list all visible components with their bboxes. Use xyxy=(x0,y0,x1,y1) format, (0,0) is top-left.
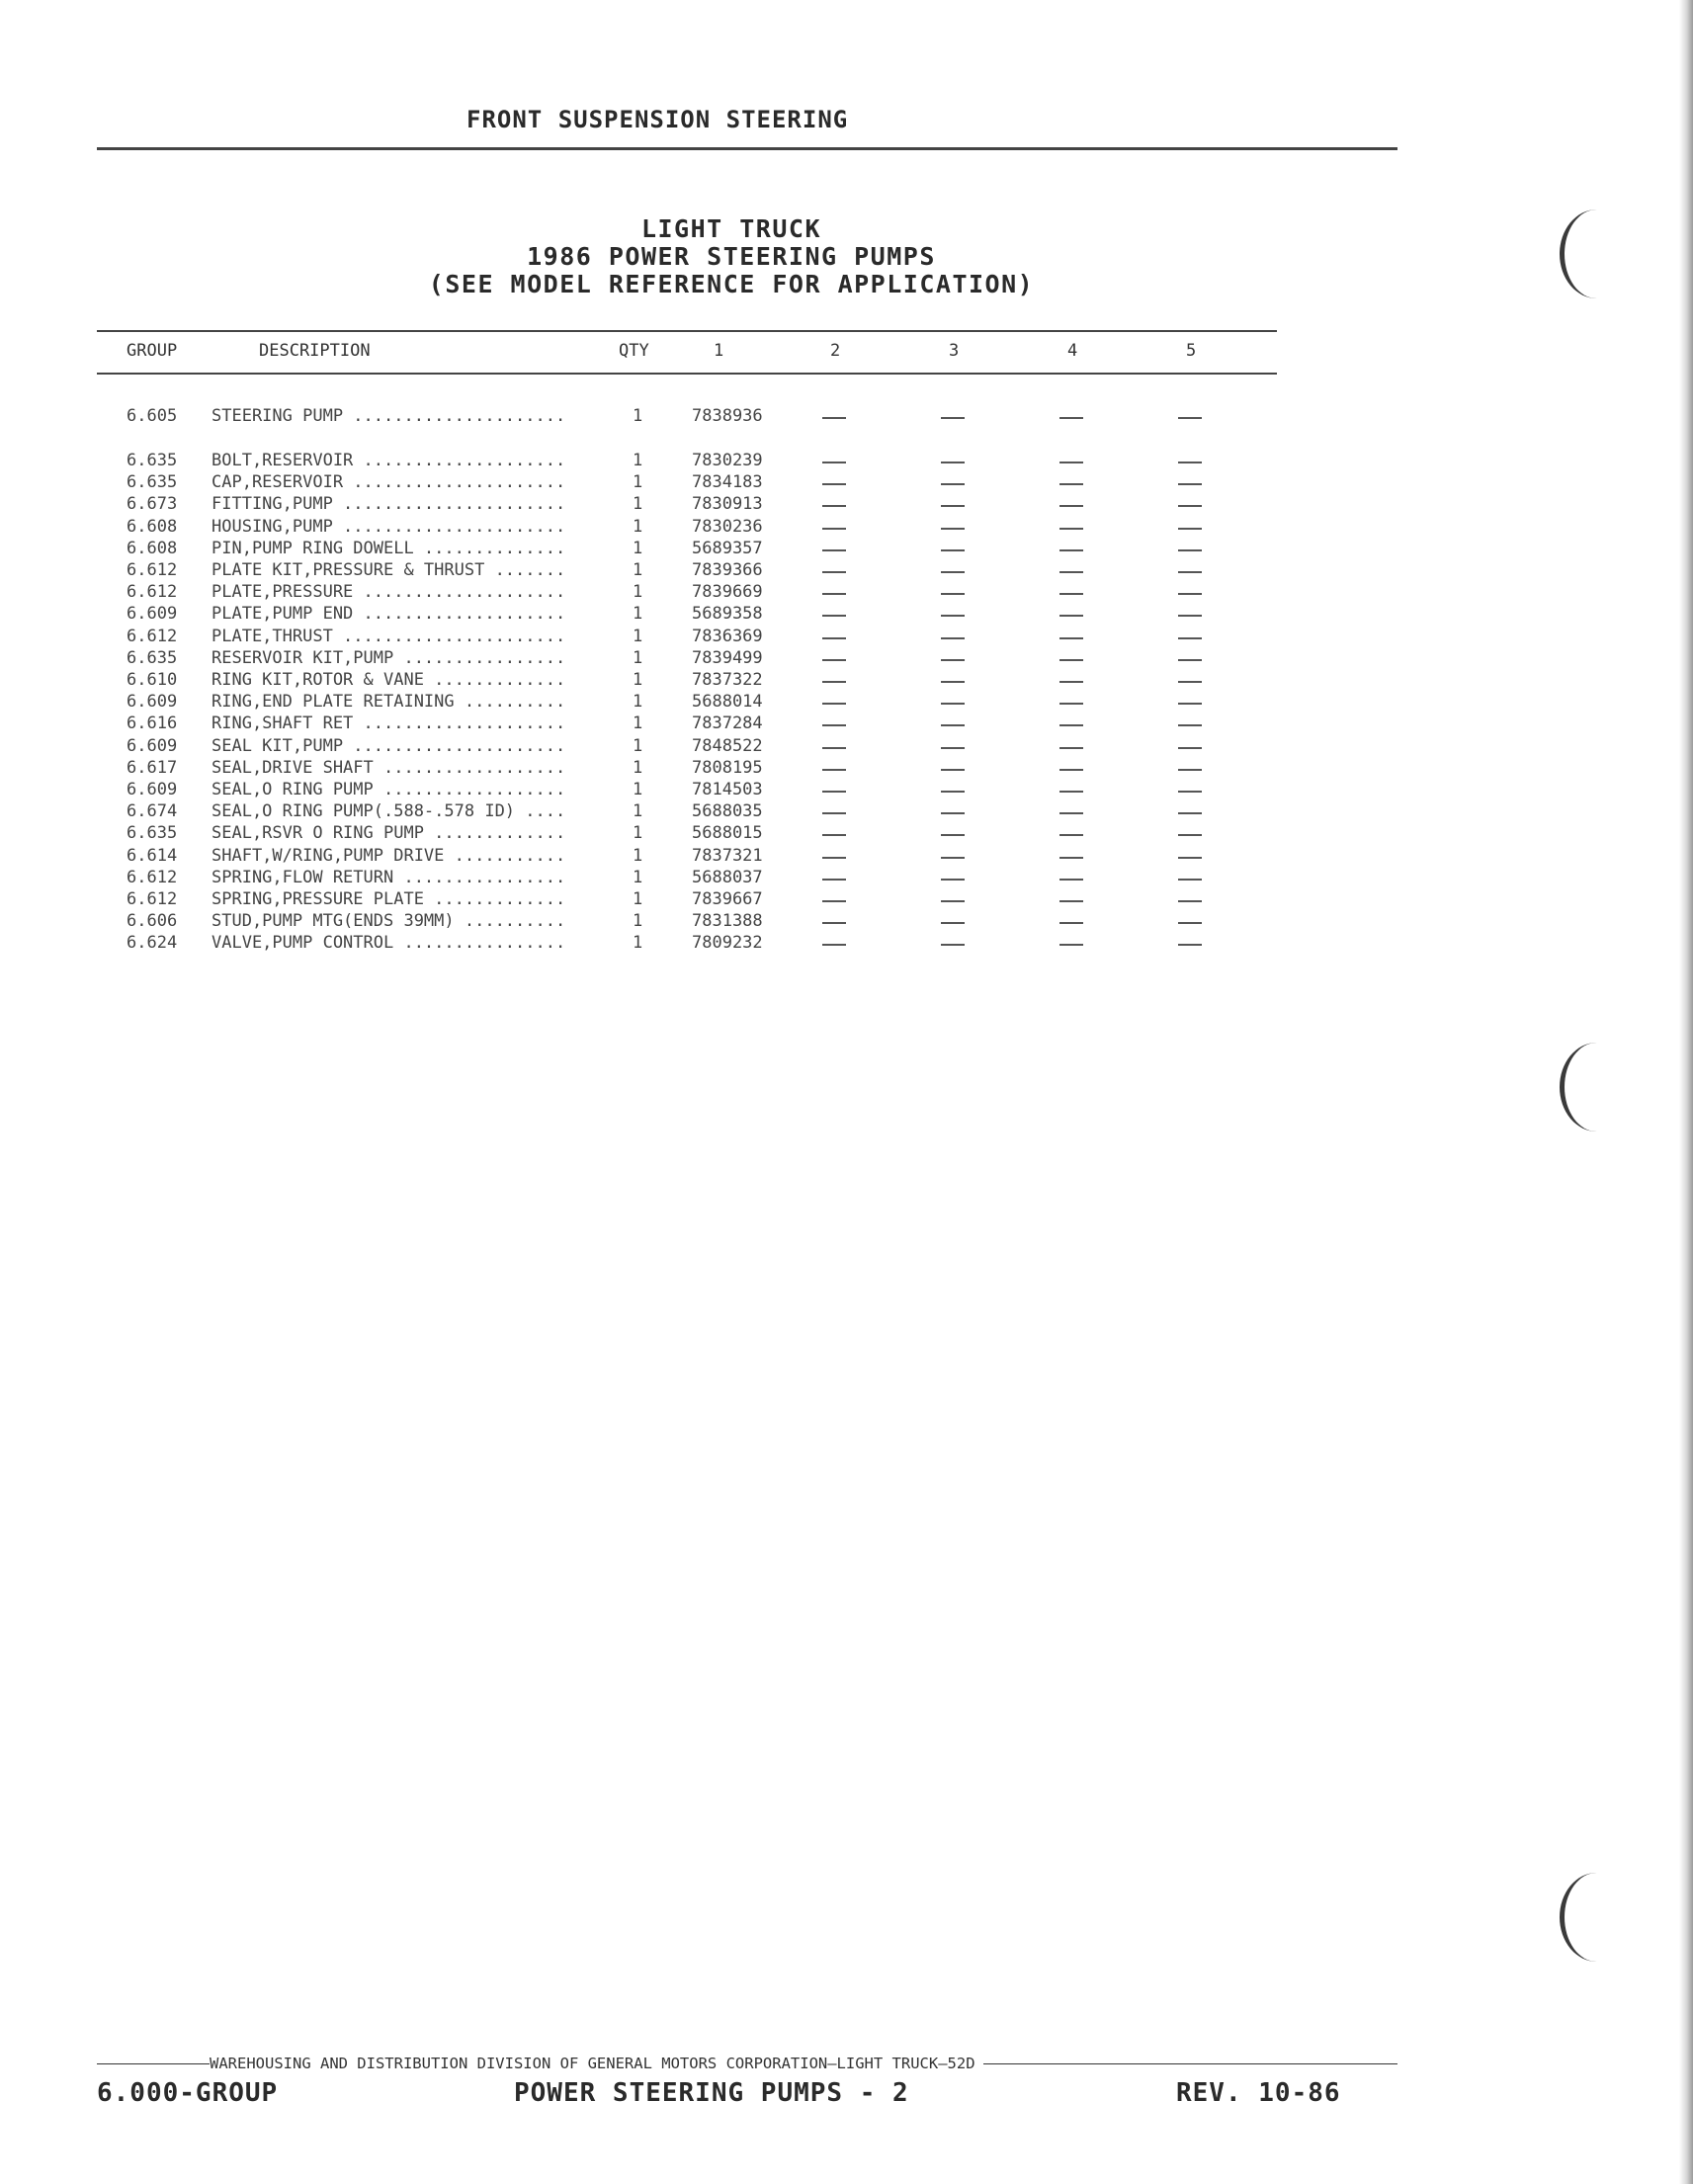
table-row xyxy=(0,867,1384,888)
table-row xyxy=(0,471,1384,493)
empty-column-dash-4 xyxy=(1059,900,1083,902)
table-row xyxy=(0,910,1384,932)
qty-cell: 1 xyxy=(633,867,643,887)
empty-column-dash-4 xyxy=(1059,549,1083,551)
empty-column-dash-5 xyxy=(1178,791,1202,793)
qty-cell: 1 xyxy=(633,604,643,625)
description-cell: PIN,PUMP RING DOWELL .............. xyxy=(212,538,566,558)
table-row xyxy=(0,822,1384,844)
description-cell: PLATE,THRUST ...................... xyxy=(212,626,566,646)
group-cell: 6.614 xyxy=(127,845,178,866)
empty-column-dash-4 xyxy=(1059,528,1083,530)
table-row xyxy=(0,647,1384,669)
empty-column-dash-5 xyxy=(1178,637,1202,639)
description-cell: RESERVOIR KIT,PUMP ................ xyxy=(212,647,566,668)
group-cell: 6.610 xyxy=(127,670,178,690)
table-row xyxy=(0,779,1384,800)
description-cell: RING,SHAFT RET .................... xyxy=(212,714,566,734)
empty-column-dash-5 xyxy=(1178,593,1202,595)
table-row xyxy=(0,669,1384,691)
table-row xyxy=(0,800,1384,822)
empty-column-dash-3 xyxy=(941,834,965,836)
qty-cell: 1 xyxy=(633,560,643,580)
group-cell: 6.612 xyxy=(127,582,178,603)
empty-column-dash-3 xyxy=(941,812,965,814)
empty-column-dash-2 xyxy=(822,944,846,946)
qty-cell: 1 xyxy=(633,801,643,822)
part-number-cell: 7838936 xyxy=(692,406,763,426)
table-row xyxy=(0,603,1384,625)
table-row xyxy=(0,626,1384,647)
table-row xyxy=(0,450,1384,471)
footer-revision: REV. 10-86 xyxy=(1176,2078,1341,2108)
qty-cell: 1 xyxy=(633,516,643,537)
header-rule xyxy=(97,147,1397,150)
empty-column-dash-5 xyxy=(1178,659,1202,661)
col-header-qty: QTY xyxy=(619,341,649,361)
qty-cell: 1 xyxy=(633,406,643,426)
empty-column-dash-3 xyxy=(941,900,965,902)
description-cell: FITTING,PUMP ...................... xyxy=(212,494,566,515)
table-row xyxy=(0,691,1384,713)
empty-column-dash-3 xyxy=(941,703,965,705)
empty-column-dash-4 xyxy=(1059,944,1083,946)
empty-column-dash-5 xyxy=(1178,505,1202,507)
group-cell: 6.617 xyxy=(127,757,178,778)
qty-cell: 1 xyxy=(633,626,643,646)
binder-hole-middle xyxy=(1560,1043,1634,1132)
part-number-cell: 7830236 xyxy=(692,516,763,537)
footer-group: 6.000-GROUP xyxy=(97,2078,279,2108)
empty-column-dash-4 xyxy=(1059,659,1083,661)
empty-column-dash-5 xyxy=(1178,681,1202,683)
empty-column-dash-5 xyxy=(1178,724,1202,726)
running-header: FRONT SUSPENSION STEERING xyxy=(466,106,849,133)
empty-column-dash-3 xyxy=(941,417,965,419)
group-cell: 6.609 xyxy=(127,604,178,625)
table-row xyxy=(0,493,1384,515)
empty-column-dash-5 xyxy=(1178,879,1202,881)
empty-column-dash-3 xyxy=(941,637,965,639)
part-number-cell: 7837322 xyxy=(692,670,763,690)
table-row xyxy=(0,581,1384,603)
footer-division-line xyxy=(97,2055,1397,2072)
table-row xyxy=(0,516,1384,538)
qty-cell: 1 xyxy=(633,845,643,866)
empty-column-dash-3 xyxy=(941,505,965,507)
empty-column-dash-2 xyxy=(822,857,846,859)
qty-cell: 1 xyxy=(633,538,643,558)
empty-column-dash-3 xyxy=(941,528,965,530)
empty-column-dash-3 xyxy=(941,769,965,771)
group-cell: 6.673 xyxy=(127,494,178,515)
empty-column-dash-5 xyxy=(1178,528,1202,530)
empty-column-dash-3 xyxy=(941,462,965,463)
empty-column-dash-4 xyxy=(1059,703,1083,705)
document-title-block xyxy=(0,215,1463,298)
qty-cell: 1 xyxy=(633,692,643,713)
footer-rule-left xyxy=(97,2063,210,2064)
empty-column-dash-2 xyxy=(822,681,846,683)
empty-column-dash-3 xyxy=(941,615,965,617)
description-cell: SPRING,PRESSURE PLATE ............. xyxy=(212,889,566,909)
table-row xyxy=(0,735,1384,757)
description-cell: PLATE,PUMP END .................... xyxy=(212,604,566,625)
empty-column-dash-2 xyxy=(822,659,846,661)
empty-column-dash-2 xyxy=(822,879,846,881)
empty-column-dash-4 xyxy=(1059,747,1083,749)
col-header-3: 3 xyxy=(949,341,960,361)
part-number-cell: 7839669 xyxy=(692,582,763,603)
empty-column-dash-3 xyxy=(941,549,965,551)
table-header-rule xyxy=(97,373,1277,375)
empty-column-dash-5 xyxy=(1178,462,1202,463)
empty-column-dash-3 xyxy=(941,681,965,683)
group-cell: 6.608 xyxy=(127,538,178,558)
group-cell: 6.609 xyxy=(127,780,178,799)
col-header-group: GROUP xyxy=(127,341,178,361)
empty-column-dash-4 xyxy=(1059,483,1083,485)
empty-column-dash-4 xyxy=(1059,834,1083,836)
part-number-cell: 7809232 xyxy=(692,933,763,954)
group-cell: 6.605 xyxy=(127,406,178,426)
part-number-cell: 7831388 xyxy=(692,911,763,932)
empty-column-dash-5 xyxy=(1178,549,1202,551)
part-number-cell: 7834183 xyxy=(692,472,763,493)
group-cell: 6.674 xyxy=(127,801,178,822)
empty-column-dash-4 xyxy=(1059,593,1083,595)
table-row xyxy=(0,405,1384,427)
description-cell: SEAL,DRIVE SHAFT .................. xyxy=(212,757,566,778)
footer-section: POWER STEERING PUMPS - 2 xyxy=(514,2078,909,2108)
empty-column-dash-2 xyxy=(822,462,846,463)
group-cell: 6.609 xyxy=(127,735,178,756)
binder-hole-top xyxy=(1560,210,1634,298)
part-number-cell: 7837284 xyxy=(692,714,763,734)
empty-column-dash-3 xyxy=(941,571,965,573)
group-cell: 6.612 xyxy=(127,560,178,580)
empty-column-dash-5 xyxy=(1178,747,1202,749)
qty-cell: 1 xyxy=(633,735,643,756)
group-cell: 6.606 xyxy=(127,911,178,932)
group-cell: 6.612 xyxy=(127,867,178,887)
qty-cell: 1 xyxy=(633,757,643,778)
page-edge-shadow xyxy=(1679,0,1693,2184)
empty-column-dash-2 xyxy=(822,703,846,705)
col-header-2: 2 xyxy=(830,341,841,361)
empty-column-dash-4 xyxy=(1059,615,1083,617)
empty-column-dash-5 xyxy=(1178,900,1202,902)
group-cell: 6.612 xyxy=(127,626,178,646)
empty-column-dash-2 xyxy=(822,528,846,530)
col-header-description: DESCRIPTION xyxy=(259,341,371,361)
part-number-cell: 5688035 xyxy=(692,801,763,822)
empty-column-dash-2 xyxy=(822,571,846,573)
col-header-4: 4 xyxy=(1067,341,1078,361)
empty-column-dash-2 xyxy=(822,505,846,507)
empty-column-dash-5 xyxy=(1178,483,1202,485)
part-number-cell: 5689357 xyxy=(692,538,763,558)
table-row xyxy=(0,559,1384,581)
qty-cell: 1 xyxy=(633,933,643,954)
description-cell: SEAL,O RING PUMP .................. xyxy=(212,780,566,799)
empty-column-dash-2 xyxy=(822,812,846,814)
part-number-cell: 7837321 xyxy=(692,845,763,866)
table-row xyxy=(0,888,1384,910)
qty-cell: 1 xyxy=(633,494,643,515)
title-line-3: (SEE MODEL REFERENCE FOR APPLICATION) xyxy=(428,270,1035,298)
empty-column-dash-2 xyxy=(822,769,846,771)
empty-column-dash-3 xyxy=(941,483,965,485)
empty-column-dash-2 xyxy=(822,615,846,617)
qty-cell: 1 xyxy=(633,780,643,799)
empty-column-dash-5 xyxy=(1178,417,1202,419)
empty-column-dash-5 xyxy=(1178,769,1202,771)
table-row xyxy=(0,757,1384,779)
part-number-cell: 7830239 xyxy=(692,451,763,470)
description-cell: SEAL KIT,PUMP ..................... xyxy=(212,735,566,756)
empty-column-dash-5 xyxy=(1178,812,1202,814)
table-row xyxy=(0,538,1384,559)
qty-cell: 1 xyxy=(633,582,643,603)
qty-cell: 1 xyxy=(633,714,643,734)
part-number-cell: 7814503 xyxy=(692,780,763,799)
empty-column-dash-3 xyxy=(941,857,965,859)
empty-column-dash-2 xyxy=(822,637,846,639)
group-cell: 6.635 xyxy=(127,823,178,844)
description-cell: PLATE,PRESSURE .................... xyxy=(212,582,566,603)
qty-cell: 1 xyxy=(633,911,643,932)
qty-cell: 1 xyxy=(633,451,643,470)
col-header-1: 1 xyxy=(714,341,724,361)
description-cell: PLATE KIT,PRESSURE & THRUST ....... xyxy=(212,560,566,580)
empty-column-dash-5 xyxy=(1178,944,1202,946)
part-number-cell: 5688037 xyxy=(692,867,763,887)
qty-cell: 1 xyxy=(633,670,643,690)
table-row xyxy=(0,713,1384,734)
empty-column-dash-4 xyxy=(1059,812,1083,814)
empty-column-dash-4 xyxy=(1059,857,1083,859)
table-row xyxy=(0,845,1384,867)
empty-column-dash-4 xyxy=(1059,922,1083,924)
empty-column-dash-4 xyxy=(1059,791,1083,793)
qty-cell: 1 xyxy=(633,472,643,493)
empty-column-dash-3 xyxy=(941,659,965,661)
part-number-cell: 5688014 xyxy=(692,692,763,713)
description-cell: SEAL,O RING PUMP(.588-.578 ID) .... xyxy=(212,801,566,822)
empty-column-dash-5 xyxy=(1178,703,1202,705)
empty-column-dash-2 xyxy=(822,483,846,485)
group-cell: 6.616 xyxy=(127,714,178,734)
description-cell: STUD,PUMP MTG(ENDS 39MM) .......... xyxy=(212,911,566,932)
empty-column-dash-4 xyxy=(1059,417,1083,419)
group-cell: 6.635 xyxy=(127,451,178,470)
part-number-cell: 7839366 xyxy=(692,560,763,580)
qty-cell: 1 xyxy=(633,889,643,909)
empty-column-dash-3 xyxy=(941,747,965,749)
col-header-5: 5 xyxy=(1186,341,1197,361)
group-cell: 6.635 xyxy=(127,647,178,668)
part-number-cell: 7839667 xyxy=(692,889,763,909)
description-cell: SHAFT,W/RING,PUMP DRIVE ........... xyxy=(212,845,566,866)
empty-column-dash-2 xyxy=(822,724,846,726)
empty-column-dash-2 xyxy=(822,593,846,595)
description-cell: VALVE,PUMP CONTROL ................ xyxy=(212,933,566,954)
footer-rule-right xyxy=(983,2063,1397,2064)
empty-column-dash-2 xyxy=(822,791,846,793)
empty-column-dash-2 xyxy=(822,417,846,419)
empty-column-dash-2 xyxy=(822,549,846,551)
empty-column-dash-5 xyxy=(1178,922,1202,924)
description-cell: RING KIT,ROTOR & VANE ............. xyxy=(212,670,566,690)
empty-column-dash-3 xyxy=(941,791,965,793)
description-cell: SEAL,RSVR O RING PUMP ............. xyxy=(212,823,566,844)
group-cell: 6.624 xyxy=(127,933,178,954)
table-top-rule xyxy=(97,330,1277,332)
empty-column-dash-3 xyxy=(941,593,965,595)
empty-column-dash-4 xyxy=(1059,681,1083,683)
binder-hole-bottom xyxy=(1560,1873,1634,1962)
part-number-cell: 7836369 xyxy=(692,626,763,646)
part-number-cell: 7808195 xyxy=(692,757,763,778)
empty-column-dash-4 xyxy=(1059,505,1083,507)
empty-column-dash-2 xyxy=(822,900,846,902)
part-number-cell: 5688015 xyxy=(692,823,763,844)
empty-column-dash-3 xyxy=(941,944,965,946)
empty-column-dash-3 xyxy=(941,724,965,726)
title-line-2: 1986 POWER STEERING PUMPS xyxy=(527,242,936,271)
empty-column-dash-3 xyxy=(941,922,965,924)
description-cell: STEERING PUMP ..................... xyxy=(212,406,566,426)
table-row xyxy=(0,932,1384,954)
empty-column-dash-5 xyxy=(1178,571,1202,573)
group-cell: 6.608 xyxy=(127,516,178,537)
footer-division-text: WAREHOUSING AND DISTRIBUTION DIVISION OF GENERAL MOTORS CORPORATION—LIGHT TRUCK—52D xyxy=(210,2055,975,2072)
part-number-cell: 7839499 xyxy=(692,647,763,668)
description-cell: BOLT,RESERVOIR .................... xyxy=(212,451,566,470)
empty-column-dash-5 xyxy=(1178,857,1202,859)
qty-cell: 1 xyxy=(633,823,643,844)
empty-column-dash-2 xyxy=(822,834,846,836)
empty-column-dash-2 xyxy=(822,922,846,924)
part-number-cell: 7848522 xyxy=(692,735,763,756)
group-cell: 6.612 xyxy=(127,889,178,909)
empty-column-dash-4 xyxy=(1059,637,1083,639)
description-cell: SPRING,FLOW RETURN ................ xyxy=(212,867,566,887)
group-cell: 6.635 xyxy=(127,472,178,493)
description-cell: RING,END PLATE RETAINING .......... xyxy=(212,692,566,713)
empty-column-dash-5 xyxy=(1178,615,1202,617)
empty-column-dash-4 xyxy=(1059,724,1083,726)
empty-column-dash-4 xyxy=(1059,769,1083,771)
empty-column-dash-5 xyxy=(1178,834,1202,836)
empty-column-dash-4 xyxy=(1059,879,1083,881)
empty-column-dash-2 xyxy=(822,747,846,749)
title-line-1: LIGHT TRUCK xyxy=(640,214,822,243)
empty-column-dash-3 xyxy=(941,879,965,881)
group-cell: 6.609 xyxy=(127,692,178,713)
description-cell: HOUSING,PUMP ...................... xyxy=(212,516,566,537)
qty-cell: 1 xyxy=(633,647,643,668)
empty-column-dash-4 xyxy=(1059,571,1083,573)
part-number-cell: 5689358 xyxy=(692,604,763,625)
part-number-cell: 7830913 xyxy=(692,494,763,515)
description-cell: CAP,RESERVOIR ..................... xyxy=(212,472,566,493)
empty-column-dash-4 xyxy=(1059,462,1083,463)
